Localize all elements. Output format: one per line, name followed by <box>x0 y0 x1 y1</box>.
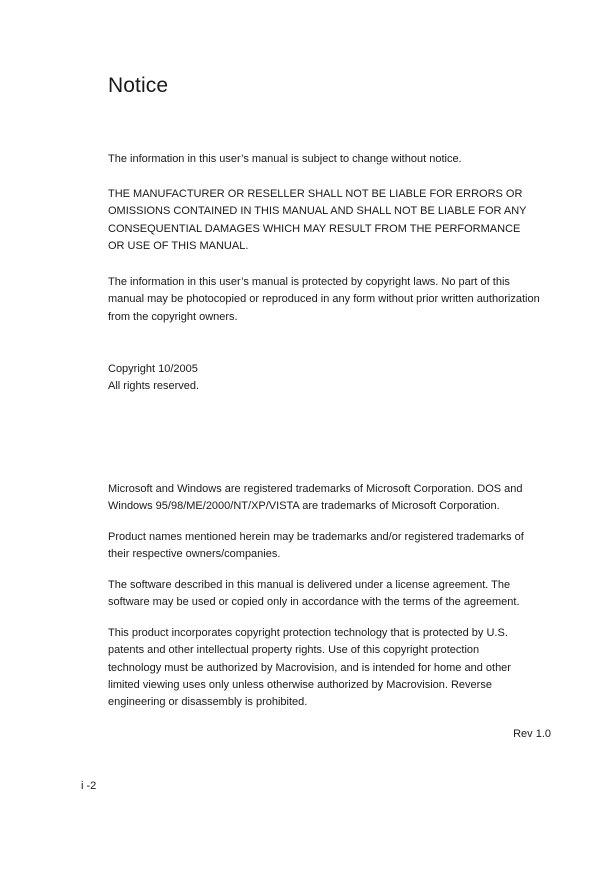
paragraph-line: OR USE OF THIS MANUAL. <box>108 239 249 252</box>
page-number: i -2 <box>81 780 97 792</box>
paragraph-line: technology must be authorized by Macrovision, and is intended for home and other <box>108 661 511 674</box>
paragraph-line: manual may be photocopied or reproduced in any form without prior written authorization <box>108 293 540 306</box>
paragraph-line: The software described in this manual is delivered under a license agreement. The <box>108 579 511 591</box>
paragraph-line: software may be used or copied only in accordance with the terms of the agreement. <box>108 596 520 609</box>
paragraph-line: Microsoft and Windows are registered trademarks of Microsoft Corporation. DOS and <box>108 483 523 495</box>
paragraph-line: The information in this user’s manual is protected by copyright laws. No part of this <box>108 276 510 288</box>
paragraph-line: engineering or disassembly is prohibited. <box>108 696 308 709</box>
copyright-notice <box>108 361 554 396</box>
paragraph-line: OMISSIONS CONTAINED IN THIS MANUAL AND SHALL NOT BE LIABLE FOR ANY <box>108 205 527 218</box>
paragraph-line: limited viewing uses only unless otherwise authorized by Macrovision. Reverse <box>108 678 492 691</box>
page-title: Notice <box>108 74 169 97</box>
paragraph-line: THE MANUFACTURER OR RESELLER SHALL NOT BE LIABLE FOR ERRORS OR <box>108 188 523 200</box>
microsoft-trademark-paragraph <box>108 481 554 516</box>
paragraph-line: patents and other intellectual property rights. Use of this copyright protection <box>108 644 480 657</box>
revision-label: Rev 1.0 <box>513 728 551 740</box>
macrovision-paragraph <box>108 625 554 711</box>
copyright-protection-paragraph <box>108 274 554 326</box>
notice-paragraph-change <box>108 151 554 168</box>
paragraph-line: their respective owners/companies. <box>108 548 281 561</box>
paragraph-line: This product incorporates copyright protection technology that is protected by U.S. <box>108 627 508 639</box>
copyright-date: Copyright 10/2005 <box>108 363 198 375</box>
paragraph-line: Product names mentioned herein may be trademarks and/or registered trademarks of <box>108 531 524 543</box>
license-paragraph <box>108 577 554 612</box>
paragraph-line: The information in this user’s manual is subject to change without notice. <box>108 153 462 165</box>
paragraph-line: CONSEQUENTIAL DAMAGES WHICH MAY RESULT FROM THE PERFORMANCE <box>108 222 521 235</box>
rights-reserved: All rights reserved. <box>108 380 200 393</box>
liability-disclaimer <box>108 186 554 255</box>
paragraph-line: Windows 95/98/ME/2000/NT/XP/VISTA are trademarks of Microsoft Corporation. <box>108 500 500 513</box>
paragraph-line: from the copyright owners. <box>108 310 238 323</box>
trademarks-paragraph <box>108 529 554 564</box>
